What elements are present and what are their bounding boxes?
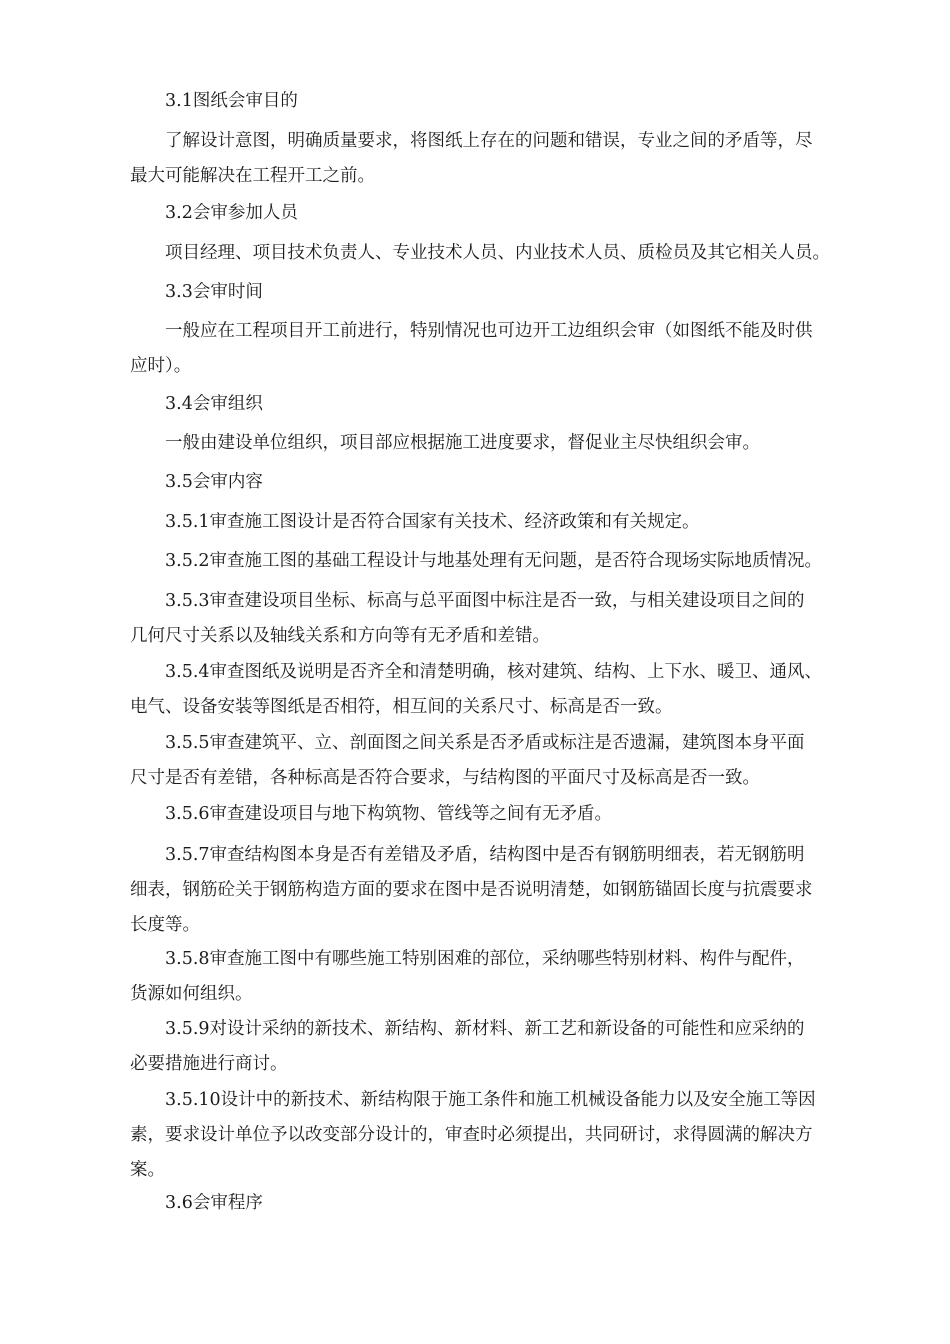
heading-3-4 bbox=[130, 387, 878, 422]
text-line: 3.5.2审查施工图的基础工程设计与地基处理有无问题，是否符合现场实际地质情况。 bbox=[165, 551, 823, 571]
heading-3-5 bbox=[130, 465, 878, 500]
text-line: 3.5.4审查图纸及说明是否齐全和清楚明确，核对建筑、结构、上下水、暖卫、通风、 bbox=[165, 662, 823, 682]
paragraph-3-2 bbox=[130, 236, 878, 271]
text-line: 案。 bbox=[130, 1160, 165, 1180]
paragraph-3-5-6 bbox=[130, 797, 878, 832]
text-line: 尺寸是否有差错，各种标高是否符合要求，与结构图的平面尺寸及标高是否一致。 bbox=[130, 768, 760, 788]
text-line: 3.3会审时间 bbox=[165, 282, 263, 302]
paragraph-3-5-5 bbox=[130, 726, 878, 796]
text-line: 3.5.5审查建筑平、立、剖面图之间关系是否矛盾或标注是否遗漏，建筑图本身平面 bbox=[165, 733, 805, 753]
text-line: 长度等。 bbox=[130, 915, 200, 935]
text-line: 3.5.6审查建设项目与地下构筑物、管线等之间有无矛盾。 bbox=[165, 804, 613, 824]
text-line: 3.5.9对设计采纳的新技术、新结构、新材料、新工艺和新设备的可能性和应采纳的 bbox=[165, 1019, 805, 1039]
heading-3-3 bbox=[130, 275, 878, 310]
paragraph-3-1 bbox=[130, 124, 878, 194]
text-line: 3.5.10设计中的新技术、新结构限于施工条件和施工机械设备能力以及安全施工等因 bbox=[165, 1090, 816, 1110]
text-line: 应时）。 bbox=[130, 356, 192, 376]
heading-3-1 bbox=[130, 84, 878, 119]
text-line: 3.5.7审查结构图本身是否有差错及矛盾，结构图中是否有钢筋明细表，若无钢筋明 bbox=[165, 845, 805, 865]
text-line: 项目经理、项目技术负责人、专业技术人员、内业技术人员、质检员及其它相关人员。 bbox=[165, 243, 830, 263]
text-line: 3.5.8审查施工图中有哪些施工特别困难的部位，采纳哪些特别材料、构件与配件， bbox=[165, 949, 805, 969]
text-line: 电气、设备安装等图纸是否相符，相互间的关系尺寸、标高是否一致。 bbox=[130, 697, 673, 717]
text-line: 3.4会审组织 bbox=[165, 394, 263, 414]
paragraph-3-5-9 bbox=[130, 1012, 878, 1082]
text-line: 3.2会审参加人员 bbox=[165, 203, 298, 223]
paragraph-3-3 bbox=[130, 314, 878, 384]
paragraph-3-5-8 bbox=[130, 942, 878, 1012]
text-line: 3.6会审程序 bbox=[165, 1193, 263, 1213]
paragraph-3-5-3 bbox=[130, 584, 878, 654]
text-line: 细表，钢筋砼关于钢筋构造方面的要求在图中是否说明清楚，如钢筋锚固长度与抗震要求 bbox=[130, 880, 813, 900]
paragraph-3-5-4 bbox=[130, 655, 878, 725]
text-line: 一般应在工程项目开工前进行，特别情况也可边开工边组织会审（如图纸不能及时供 bbox=[165, 321, 813, 341]
heading-3-2 bbox=[130, 196, 878, 231]
paragraph-3-4 bbox=[130, 426, 878, 461]
heading-3-6 bbox=[130, 1186, 878, 1221]
text-line: 最大可能解决在工程开工之前。 bbox=[130, 166, 375, 186]
paragraph-3-5-1 bbox=[130, 505, 878, 540]
text-line: 素，要求设计单位予以改变部分设计的，审查时必须提出，共同研讨，求得圆满的解决方 bbox=[130, 1125, 813, 1145]
text-line: 3.5.1审查施工图设计是否符合国家有关技术、经济政策和有关规定。 bbox=[165, 512, 700, 532]
text-line: 3.1图纸会审目的 bbox=[165, 91, 298, 111]
text-line: 必要措施进行商讨。 bbox=[130, 1054, 288, 1074]
text-line: 货源如何组织。 bbox=[130, 984, 253, 1004]
text-line: 3.5会审内容 bbox=[165, 472, 263, 492]
paragraph-3-5-10 bbox=[130, 1083, 878, 1188]
paragraph-3-5-7 bbox=[130, 838, 878, 943]
text-line: 一般由建设单位组织，项目部应根据施工进度要求，督促业主尽快组织会审。 bbox=[165, 433, 760, 453]
paragraph-3-5-2 bbox=[130, 544, 878, 579]
text-line: 了解设计意图，明确质量要求，将图纸上存在的问题和错误，专业之间的矛盾等，尽 bbox=[165, 131, 813, 151]
text-line: 3.5.3审查建设项目坐标、标高与总平面图中标注是否一致，与相关建设项目之间的 bbox=[165, 591, 805, 611]
text-line: 几何尺寸关系以及轴线关系和方向等有无矛盾和差错。 bbox=[130, 626, 550, 646]
